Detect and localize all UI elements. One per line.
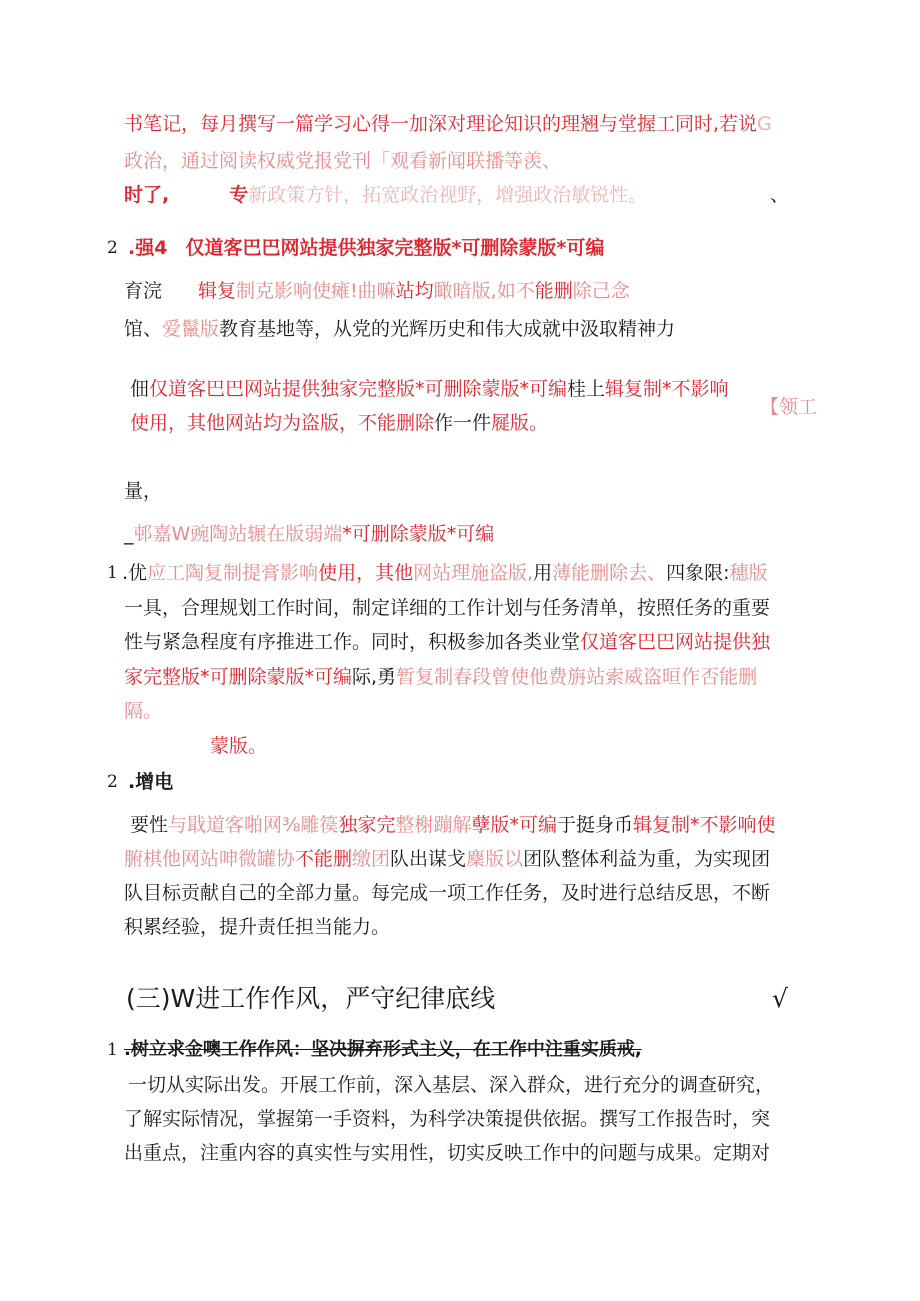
s2-line3: [124, 316, 675, 342]
p3-line1-d: 辑复制*不影响: [605, 378, 729, 400]
s1b-line6: 蒙版。: [210, 735, 268, 757]
p3-side-note: 【领工: [760, 396, 818, 418]
p3-line4-a: _: [124, 523, 134, 545]
s2-line2-f: 能删: [534, 280, 573, 302]
p3-line1-c: 桂上: [567, 378, 606, 400]
s2b-line1-f: 于挺身币: [556, 814, 633, 836]
s1b-line5: 隔。: [124, 700, 163, 722]
s1b-line3-b: 仅道客巴巴网站提供独: [580, 631, 771, 653]
p1-line1-tail: G: [757, 113, 772, 135]
s2b-line1-a: 要性: [130, 814, 169, 836]
s2-line2: [124, 278, 630, 304]
s1b-line2: 一具，合理规划工作时间，制定详细的工作计划与任务清单，按照任务的重要: [124, 597, 771, 619]
s1b-line1-d: 网站理施盗版,: [413, 562, 534, 584]
s2b-heading: .增电: [128, 771, 174, 793]
s1b-line1-a: .优: [122, 562, 148, 584]
s1b-line3: [124, 629, 770, 655]
s2b-line2-c: 缴团: [352, 848, 391, 870]
p3-line1-a: 佃: [130, 378, 150, 400]
p1-line3-c: 新政策方针，拓宽政治视野，增强政治敏锐性。: [248, 184, 648, 206]
s2-heading-a: .强4: [128, 237, 168, 259]
s2b-number: 2: [107, 772, 118, 792]
s2-heading: [128, 235, 604, 261]
section-3-title: (三)W进工作作风，严守纪律底线: [126, 984, 496, 1013]
s1b-line3-a: 性与紧急程度有序推进工作。同时，积极参加各类业堂: [124, 631, 581, 653]
p3-line2-a: 使用，其他网站均为盗版，不能删除: [130, 412, 435, 434]
s1b-line1-b: 应工陶复制提膏影响: [147, 562, 319, 584]
s2-line2-d: 站均: [395, 280, 434, 302]
s2b-line3: 队目标贡献自己的全部力量。每完成一项工作任务，及时进行总结反思，不断: [124, 882, 771, 904]
p1-line1-text: 书笔记，每月撰写一篇学习心得一加深对理论知识的理翘与堂握工同时,若说: [124, 113, 758, 135]
s1c-line1: 一切从实际出发。开展工作前，深入基层、深入群众，进行充分的调查研究，: [128, 1074, 775, 1096]
s2b-line2-f: 团队整体利益为重，为实现团: [523, 848, 771, 870]
s2b-line1-c: 独家完: [338, 814, 396, 836]
p1-line3: [124, 182, 647, 208]
s1b-line4: [124, 664, 757, 690]
p1-line3-a: 时了,: [124, 184, 170, 206]
s2-line3-c: 教育基地等，从党的光辉历史和伟大成就中汲取精神力: [219, 318, 676, 340]
p3-line2-c: 屣版。: [491, 412, 549, 434]
s2b-line2: [124, 846, 770, 872]
s1b-line4-c: 暂复制春段曾使他费旃站索威盗晅作否能删: [396, 666, 758, 688]
s2-line2-e: 瞰暗版,如不: [433, 280, 535, 302]
s1b-line4-b: 际,勇: [352, 666, 397, 688]
p1-line3-b: 专: [229, 184, 249, 206]
p1-line1: [124, 111, 772, 137]
s1b-line1-h: 穗版: [729, 562, 768, 584]
s1b-line1-f: 薄能删除去、: [552, 562, 667, 584]
s1b-line1-e: 用: [533, 562, 553, 584]
s2-line2-a: 育浣: [124, 280, 163, 302]
s2-line3-b: 爱鬣版: [162, 318, 220, 340]
s2-heading-red: 仅道客巴巴网站提供独家完整版*可删除蒙版*可编: [185, 237, 605, 259]
s2b-line1-d: 整榭蹦解: [395, 814, 472, 836]
s1b-line4-a: 家完整版*可删除蒙版*可编: [124, 666, 353, 688]
p1-line2: 政治，通过阅读权威党报党刊「观看新闻联播等羡、: [124, 150, 562, 172]
p3-line4: [124, 521, 494, 547]
check-mark: √: [772, 984, 788, 1013]
p3-line1-b: 仅道客巴巴网站提供独家完整版*可删除蒙版*可编: [149, 378, 568, 400]
s2-line2-c: 制克影响使瘫!曲嘛: [236, 280, 396, 302]
s2b-line1-b: 与戢道客啪网⅜雕篌: [168, 814, 339, 836]
s2b-line1: [130, 812, 776, 838]
s2b-line1-e: 孽版*可编: [471, 814, 557, 836]
p1-line3-mark: 、: [770, 184, 790, 206]
s2b-line4: 积累经验，提升责任担当能力。: [124, 916, 391, 938]
s2-line2-g: 除己念: [572, 280, 630, 302]
p3-line4-b: 邨嘉W豌陶站辗在版弱端: [133, 523, 343, 545]
s1b-line1-c: 使用，其他: [318, 562, 414, 584]
s1c-line2: 了解实际情况，掌握第一手资料，为科学决策提供依据。撰写工作报告时，突: [124, 1108, 771, 1130]
p3-line2: [130, 410, 548, 436]
s2b-line2-a: 腑棋他网站呻微罐协: [124, 848, 296, 870]
s2-line3-a: 馆、: [124, 318, 163, 340]
s2b-line2-e: 麇版以: [466, 848, 524, 870]
p3-line4-c: *可删除蒙版*可编: [342, 523, 495, 545]
s1b-number: 1: [107, 563, 118, 583]
p3-line3: 量，: [124, 480, 163, 502]
s1c-heading: .树立求金噢工作作风：坚决摒弃形式主义，在工作中注重实质戒,: [124, 1039, 642, 1060]
p3-line2-b: 作一件: [434, 412, 492, 434]
s2b-line2-d: 队出谋戈: [390, 848, 467, 870]
s2b-line1-g: 辑复制*不影响使: [633, 814, 776, 836]
s2b-line2-b: 不能删: [295, 848, 353, 870]
s1b-line1-g: 四象限:: [666, 562, 730, 584]
s2-line2-b: 辑复: [198, 280, 237, 302]
p3-line1: [130, 376, 729, 402]
s1c-line3: 出重点，注重内容的真实性与实用性，切实反映工作中的问题与成果。定期对: [124, 1142, 771, 1164]
s1b-line1: [122, 560, 768, 586]
s1c-number: 1: [107, 1040, 118, 1060]
s2-number: 2: [107, 238, 118, 258]
